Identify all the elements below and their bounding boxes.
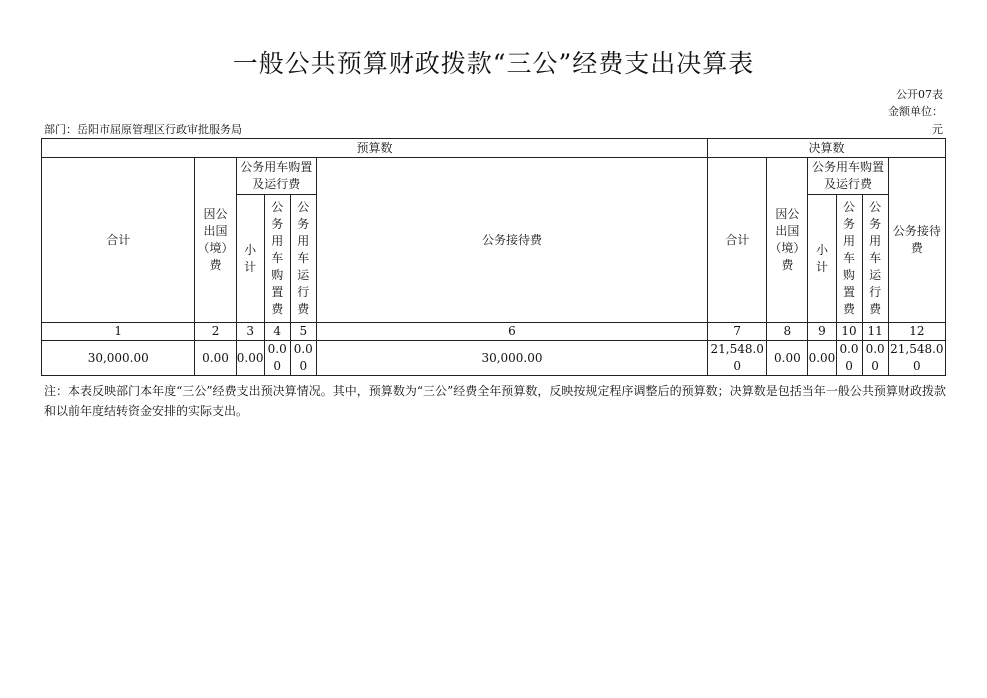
- budget-operation-value: 0.00: [290, 341, 316, 376]
- final-purchase-value: 0.00: [836, 341, 862, 376]
- budget-abroad-header: 因公 出国 （境） 费: [195, 158, 236, 323]
- col-number: 6: [316, 323, 707, 341]
- budget-purchase-value: 0.00: [264, 341, 290, 376]
- final-total-value: 21,548.00: [708, 341, 767, 376]
- budget-operation-header: 公 务 用 车 运 行 费: [290, 195, 316, 323]
- col-number: 7: [708, 323, 767, 341]
- col-number: 2: [195, 323, 236, 341]
- expense-table: [41, 138, 946, 376]
- budget-group-header: 预算数: [42, 139, 708, 158]
- currency-unit: 元: [932, 123, 943, 136]
- footnote: 注：本表反映部门本年度“三公”经费支出预决算情况。其中，预算数为“三公”经费全年预算数，反映按规定程序调整后的预算数；决算数是包括当年一般公共预算财政拨款和以前年度结转资金安排的实际支出。: [44, 384, 946, 418]
- col-number: 10: [836, 323, 862, 341]
- budget-reception-value: 30,000.00: [316, 341, 707, 376]
- final-abroad-header: 因公 出国 （境） 费: [767, 158, 808, 323]
- final-subtotal-value: 0.00: [808, 341, 836, 376]
- budget-vehicle-group-header: 公务用车购置 及运行费: [236, 158, 316, 195]
- col-number: 9: [808, 323, 836, 341]
- col-number: 12: [888, 323, 945, 341]
- amount-unit-label: 金额单位：: [888, 105, 943, 118]
- budget-abroad-value: 0.00: [195, 341, 236, 376]
- col-number: 4: [264, 323, 290, 341]
- final-total-header: 合计: [708, 158, 767, 323]
- final-group-header: 决算数: [708, 139, 946, 158]
- budget-total-value: 30,000.00: [42, 341, 195, 376]
- budget-reception-header: 公务接待费: [316, 158, 707, 323]
- final-operation-value: 0.00: [862, 341, 888, 376]
- budget-purchase-header: 公 务 用 车 购 置 费: [264, 195, 290, 323]
- page-title: 一般公共预算财政拨款“三公”经费支出决算表: [232, 49, 755, 78]
- final-reception-value: 21,548.00: [888, 341, 945, 376]
- form-number: 公开07表: [896, 88, 943, 101]
- col-number: 11: [862, 323, 888, 341]
- budget-subtotal-header: 小 计: [236, 195, 264, 323]
- final-reception-header: 公务接待 费: [888, 158, 945, 323]
- budget-subtotal-value: 0.00: [236, 341, 264, 376]
- final-abroad-value: 0.00: [767, 341, 808, 376]
- final-vehicle-group-header: 公务用车购置 及运行费: [808, 158, 888, 195]
- final-subtotal-header: 小 计: [808, 195, 836, 323]
- col-number: 1: [42, 323, 195, 341]
- budget-total-header: 合计: [42, 158, 195, 323]
- final-purchase-header: 公 务 用 车 购 置 费: [836, 195, 862, 323]
- col-number: 5: [290, 323, 316, 341]
- col-number: 3: [236, 323, 264, 341]
- final-operation-header: 公 务 用 车 运 行 费: [862, 195, 888, 323]
- department-label: 部门：岳阳市屈原管理区行政审批服务局: [44, 123, 242, 136]
- col-number: 8: [767, 323, 808, 341]
